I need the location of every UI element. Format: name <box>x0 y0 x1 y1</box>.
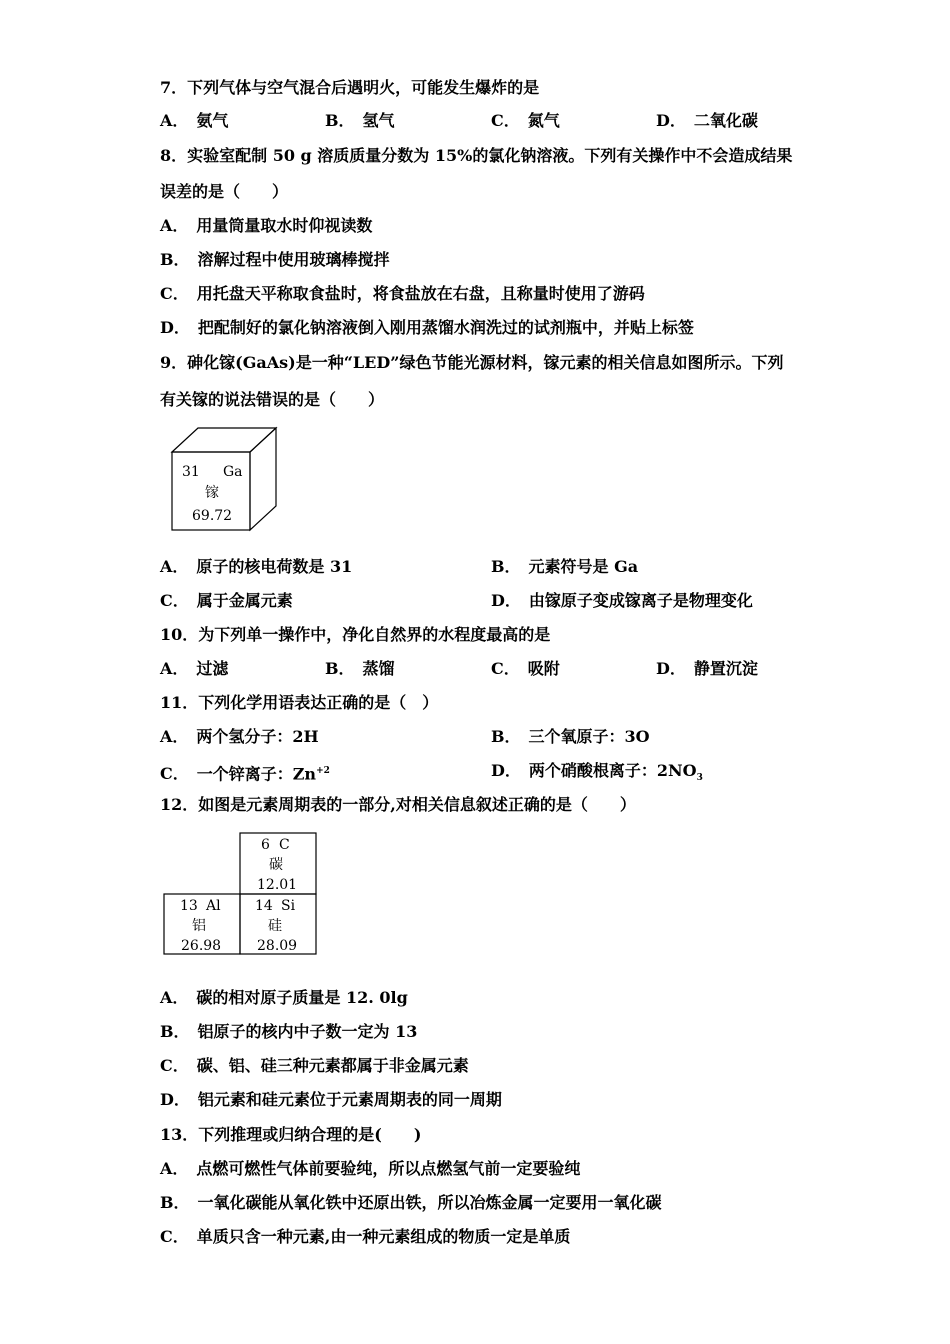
q7-stem: 7．下列气体与空气混合后遇明火，可能发生爆炸的是 <box>160 78 540 97</box>
carbon-mass: 12.01 <box>257 877 298 893</box>
aluminum-name: 铝 <box>192 918 206 934</box>
q11-option-c[interactable] <box>160 761 330 784</box>
option-text: 把配制好的氯化钠溶液倒入刚用蒸馏水润洗过的试剂瓶中，并贴上标签 <box>197 318 694 337</box>
option-text: 碳、铝、硅三种元素都属于非金属元素 <box>196 1056 469 1075</box>
option-text: 属于金属元素 <box>196 591 293 610</box>
gallium-element-cube <box>168 426 280 532</box>
option-text: 氨气 <box>196 111 229 130</box>
option-text: 二氧化碳 <box>693 111 758 130</box>
option-text: 氢气 <box>362 111 395 130</box>
option-letter: C． <box>491 111 520 130</box>
option-letter: D． <box>160 318 190 337</box>
option-letter: D． <box>491 761 521 780</box>
aluminum-number: 13 <box>180 898 198 914</box>
periodic-table-fragment <box>163 832 321 956</box>
q8-option-b[interactable] <box>160 250 390 270</box>
option-text: 氮气 <box>527 111 560 130</box>
charge-superscript: +2 <box>316 766 330 776</box>
option-letter: D． <box>160 1090 190 1109</box>
aluminum-mass: 26.98 <box>181 938 222 954</box>
option-text: 用托盘天平称取食盐时，将食盐放在右盘，且称量时使用了游码 <box>196 284 645 303</box>
option-letter: B． <box>160 1193 190 1212</box>
q9-option-d[interactable] <box>491 591 753 611</box>
q10-option-a[interactable] <box>160 659 228 679</box>
q10-option-b[interactable] <box>325 659 395 679</box>
q12-stem: 12．如图是元素周期表的一部分,对相关信息叙述正确的是（ ） <box>160 795 636 814</box>
option-text: 碳的相对原子质量是 12. 0lg <box>196 988 408 1007</box>
q12-option-d[interactable] <box>160 1090 502 1110</box>
option-text: 两个硝酸根离子：2NO <box>528 761 697 780</box>
option-text: 点燃可燃性气体前要验纯，所以点燃氢气前一定要验纯 <box>196 1159 581 1178</box>
option-letter: A． <box>160 988 189 1007</box>
q12-option-c[interactable] <box>160 1056 469 1076</box>
q9-stem-line2: 有关镓的说法错误的是（ ） <box>160 390 385 409</box>
q11-option-d[interactable] <box>491 761 703 788</box>
q12-option-a[interactable] <box>160 988 408 1008</box>
option-letter: C． <box>160 284 189 303</box>
gallium-mass: 69.72 <box>192 508 233 524</box>
option-letter: B． <box>160 1022 190 1041</box>
option-letter: A． <box>160 111 189 130</box>
option-letter: D． <box>656 659 686 678</box>
gallium-name: 镓 <box>205 485 219 501</box>
option-letter: A． <box>160 557 189 576</box>
q8-stem-line1: 8．实验室配制 50 g 溶质质量分数为 15%的氯化钠溶液。下列有关操作中不会造成结果 <box>160 146 793 165</box>
q13-option-a[interactable] <box>160 1159 580 1179</box>
option-letter: C． <box>160 1056 189 1075</box>
option-text: 原子的核电荷数是 31 <box>196 557 353 576</box>
q13-option-b[interactable] <box>160 1193 662 1213</box>
option-text: 一个锌离子：Zn <box>196 764 317 784</box>
q7-option-b[interactable] <box>325 111 395 131</box>
option-text: 三个氧原子：3O <box>528 727 650 746</box>
aluminum-symbol: Al <box>206 898 221 914</box>
option-text: 蒸馏 <box>362 659 395 678</box>
option-text: 两个氢分子：2H <box>196 727 319 746</box>
option-letter: B． <box>160 250 190 269</box>
q10-option-c[interactable] <box>491 659 560 679</box>
q11-option-a[interactable] <box>160 727 319 747</box>
option-letter: C． <box>160 1227 189 1246</box>
option-text: 铝元素和硅元素位于元素周期表的同一周期 <box>197 1090 502 1109</box>
option-text: 元素符号是 Ga <box>528 557 639 576</box>
option-text: 单质只含一种元素,由一种元素组成的物质一定是单质 <box>196 1227 571 1246</box>
gallium-number: 31 <box>182 464 200 480</box>
q13-stem: 13．下列推理或归纳合理的是( ) <box>160 1125 422 1144</box>
option-letter: A． <box>160 216 189 235</box>
option-text: 溶解过程中使用玻璃棒搅拌 <box>197 250 390 269</box>
q9-option-c[interactable] <box>160 591 293 611</box>
q9-stem-line1: 9．砷化镓(GaAs)是一种“LED”绿色节能光源材料，镓元素的相关信息如图所示。下列 <box>160 353 784 372</box>
option-letter: B． <box>325 111 355 130</box>
option-letter: B． <box>491 557 521 576</box>
option-text: 过滤 <box>196 659 229 678</box>
q11-option-b[interactable] <box>491 727 650 747</box>
gallium-symbol: Ga <box>223 464 243 480</box>
option-letter: B． <box>325 659 355 678</box>
q7-option-d[interactable] <box>656 111 758 131</box>
q10-option-d[interactable] <box>656 659 758 679</box>
option-letter: D． <box>656 111 686 130</box>
option-text: 铝原子的核内中子数一定为 13 <box>197 1022 418 1041</box>
option-letter: A． <box>160 1159 189 1178</box>
silicon-symbol: Si <box>281 898 296 914</box>
option-letter: A． <box>160 727 189 746</box>
q8-stem-line2: 误差的是（ ） <box>160 182 289 201</box>
option-text: 由镓原子变成镓离子是物理变化 <box>528 591 753 610</box>
option-letter: D． <box>491 591 521 610</box>
q12-option-b[interactable] <box>160 1022 417 1042</box>
option-text: 用量筒量取水时仰视读数 <box>196 216 373 235</box>
q9-option-b[interactable] <box>491 557 638 577</box>
q7-option-a[interactable] <box>160 111 228 131</box>
carbon-name: 碳 <box>269 857 283 873</box>
q8-option-d[interactable] <box>160 318 694 338</box>
q13-option-c[interactable] <box>160 1227 570 1247</box>
option-text: 吸附 <box>527 659 560 678</box>
q9-option-a[interactable] <box>160 557 352 577</box>
q11-stem: 11．下列化学用语表达正确的是（ ） <box>160 693 439 712</box>
q10-stem: 10．为下列单一操作中，净化自然界的水程度最高的是 <box>160 625 551 644</box>
option-letter: C． <box>491 659 520 678</box>
silicon-number: 14 <box>255 898 273 914</box>
carbon-symbol: C <box>279 837 290 853</box>
silicon-name: 硅 <box>268 918 282 934</box>
q7-option-c[interactable] <box>491 111 560 131</box>
option-letter: C． <box>160 764 189 784</box>
option-letter: C． <box>160 591 189 610</box>
silicon-mass: 28.09 <box>257 938 298 954</box>
option-letter: A． <box>160 659 189 678</box>
carbon-number: 6 <box>261 837 270 853</box>
q8-option-c[interactable] <box>160 284 645 304</box>
option-text: 静置沉淀 <box>693 659 758 678</box>
q8-option-a[interactable] <box>160 216 372 236</box>
subscript: 3 <box>696 773 703 784</box>
option-text: 一氧化碳能从氧化铁中还原出铁，所以冶炼金属一定要用一氧化碳 <box>197 1193 662 1212</box>
option-letter: B． <box>491 727 521 746</box>
